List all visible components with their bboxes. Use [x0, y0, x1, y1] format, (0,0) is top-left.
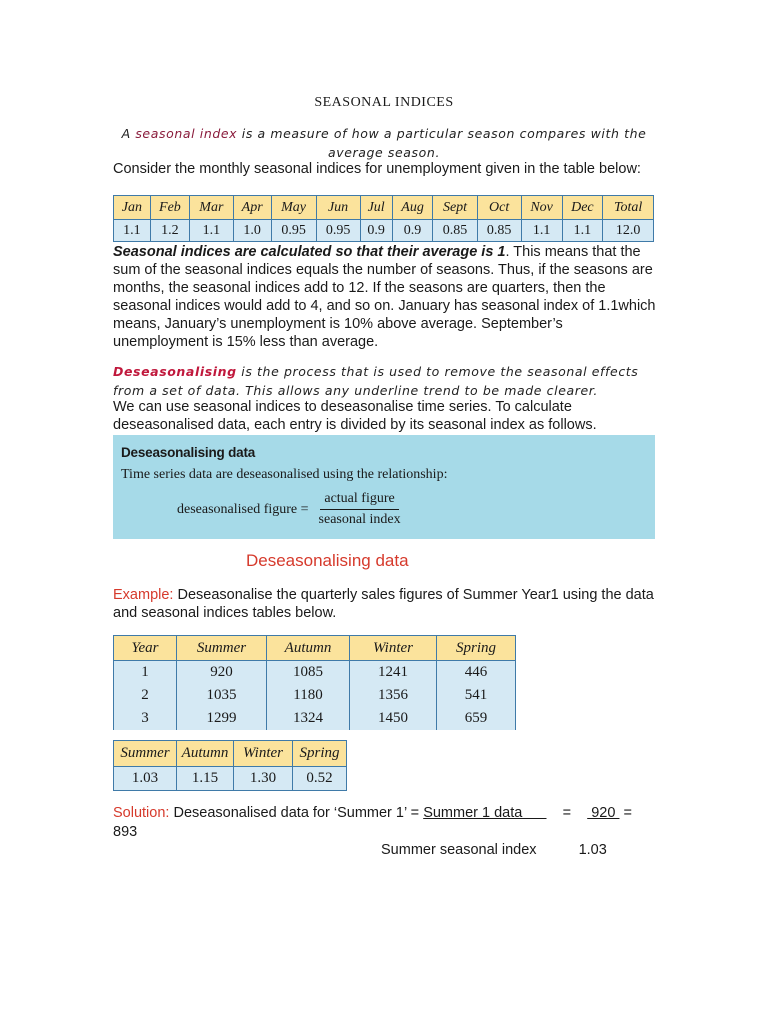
month-header-cell: Dec — [562, 196, 603, 220]
sales-row — [114, 661, 516, 684]
sales-cell: 659 — [437, 707, 516, 730]
monthly-header-row — [114, 196, 654, 220]
solution-result-equals: = — [619, 805, 636, 821]
sales-cell: 2 — [114, 684, 177, 707]
solution-denominator-line — [381, 842, 607, 858]
sales-cell: 1356 — [350, 684, 437, 707]
index-header-row — [114, 741, 347, 767]
seasonal-index-table — [113, 740, 347, 791]
sales-cell: 1 — [114, 661, 177, 684]
sales-header-cell: Year — [114, 636, 177, 661]
definition-term: seasonal index — [135, 126, 238, 141]
month-header-cell: Jan — [114, 196, 151, 220]
solution-numerator: Summer 1 data — [423, 805, 547, 821]
index-header-cell: Spring — [293, 741, 347, 767]
month-value-cell: 0.95 — [271, 220, 316, 242]
index-header-cell: Winter — [234, 741, 293, 767]
explanation-bold: Seasonal indices are calculated so that their average is 1 — [113, 244, 506, 260]
sales-cell: 1241 — [350, 661, 437, 684]
month-value-cell: 1.1 — [562, 220, 603, 242]
solution-text: Deseasonalised data for ‘Summer 1’ = — [169, 805, 424, 821]
month-value-cell: 1.0 — [233, 220, 271, 242]
month-value-cell: 0.9 — [392, 220, 433, 242]
month-value-cell: 1.1 — [114, 220, 151, 242]
definition-suffix: is a measure of how a particular season compares with the average season. — [237, 126, 647, 160]
method-paragraph: We can use seasonal indices to deseasonalise time series. To calculate deseasonalised data, each entry is divided by its seasonal index as follows. — [113, 399, 597, 433]
sales-cell: 1450 — [350, 707, 437, 730]
sales-cell: 541 — [437, 684, 516, 707]
solution-label: Solution: — [113, 805, 170, 821]
page-title: SEASONAL INDICES — [314, 95, 454, 110]
sales-cell: 1299 — [177, 707, 267, 730]
sales-cell: 446 — [437, 661, 516, 684]
monthly-indices-table — [113, 195, 654, 242]
monthly-values-row — [114, 220, 654, 242]
sales-header-row — [114, 636, 516, 661]
solution-equals: = — [546, 805, 588, 821]
example-label: Example: — [113, 587, 174, 603]
deseasonalising-term: Deseasonalising — [113, 364, 237, 379]
sales-cell: 1035 — [177, 684, 267, 707]
deseasonalising-definition — [113, 362, 663, 400]
example-text: Deseasonalise the quarterly sales figures of Summer Year1 using the data and seasonal indices tables below. — [113, 587, 654, 621]
solution-result: 893 — [113, 824, 138, 840]
seasonal-index-definition — [113, 124, 655, 162]
sales-cell: 1324 — [267, 707, 350, 730]
sales-cell: 920 — [177, 661, 267, 684]
month-header-cell: May — [271, 196, 316, 220]
index-values-row — [114, 767, 347, 791]
month-value-cell: 0.9 — [360, 220, 392, 242]
sales-header-cell: Autumn — [267, 636, 350, 661]
formula-lhs: deseasonalised figure = — [177, 501, 309, 517]
sales-cell: 1180 — [267, 684, 350, 707]
formula-numerator: actual figure — [320, 491, 398, 510]
month-value-cell: 0.85 — [477, 220, 521, 242]
section-heading: Deseasonalising data — [246, 551, 409, 570]
formula-box-line: Time series data are deseasonalised using the relationship: — [121, 467, 448, 482]
month-header-cell: Aug — [392, 196, 433, 220]
month-header-cell: Feb — [150, 196, 189, 220]
index-value-cell: 0.52 — [293, 767, 347, 791]
month-header-cell: Sept — [433, 196, 477, 220]
month-header-cell: Jul — [360, 196, 392, 220]
explanation-rest: . This means that the sum of the seasonal indices equals the number of seasons. Thus, if the seasons are months, the seasonal indices add to 12. If the seasons are quarters, then the seasonal indices would add to 4, and so on. January has seasonal index of 1.1which means, January’s unemployment is 10% above average. September’s unemployment is 15% less than average. — [113, 244, 656, 350]
solution-line — [113, 804, 658, 842]
sales-row — [114, 707, 516, 730]
month-value-cell: 1.1 — [521, 220, 562, 242]
formula-box — [113, 435, 655, 539]
formula-box-heading: Deseasonalising data — [121, 445, 256, 460]
sales-cell: 3 — [114, 707, 177, 730]
month-value-cell: 0.85 — [433, 220, 477, 242]
sales-row — [114, 684, 516, 707]
explanation-paragraph — [113, 243, 658, 351]
month-header-cell: Nov — [521, 196, 562, 220]
month-header-cell: Apr — [233, 196, 271, 220]
formula-denominator: seasonal index — [318, 512, 401, 527]
month-header-cell: Total — [603, 196, 654, 220]
solution-denominator: Summer seasonal index — [381, 842, 537, 858]
index-value-cell: 1.03 — [114, 767, 177, 791]
month-value-cell: 0.95 — [316, 220, 360, 242]
deseasonalising-rest: is the process that is used to remove the seasonal effects from a set of data. This allows any underline trend to be made clearer. — [113, 364, 639, 398]
sales-table — [113, 635, 516, 730]
month-header-cell: Oct — [477, 196, 521, 220]
month-header-cell: Jun — [316, 196, 360, 220]
definition-prefix: A — [121, 126, 136, 141]
index-header-cell: Summer — [114, 741, 177, 767]
index-value-cell: 1.15 — [177, 767, 234, 791]
index-value-cell: 1.30 — [234, 767, 293, 791]
month-header-cell: Mar — [190, 196, 233, 220]
example-paragraph — [113, 586, 658, 622]
deseasonalise-formula — [177, 491, 405, 528]
intro-paragraph: Consider the monthly seasonal indices for unemployment given in the table below: — [113, 161, 641, 177]
solution-value: 920 — [587, 805, 620, 821]
sales-header-cell: Spring — [437, 636, 516, 661]
sales-header-cell: Summer — [177, 636, 267, 661]
formula-fraction — [315, 491, 405, 528]
sales-header-cell: Winter — [350, 636, 437, 661]
sales-cell: 1085 — [267, 661, 350, 684]
month-value-cell: 1.2 — [150, 220, 189, 242]
solution-index-value: 1.03 — [578, 842, 607, 858]
month-value-cell: 1.1 — [190, 220, 233, 242]
month-value-cell: 12.0 — [603, 220, 654, 242]
index-header-cell: Autumn — [177, 741, 234, 767]
